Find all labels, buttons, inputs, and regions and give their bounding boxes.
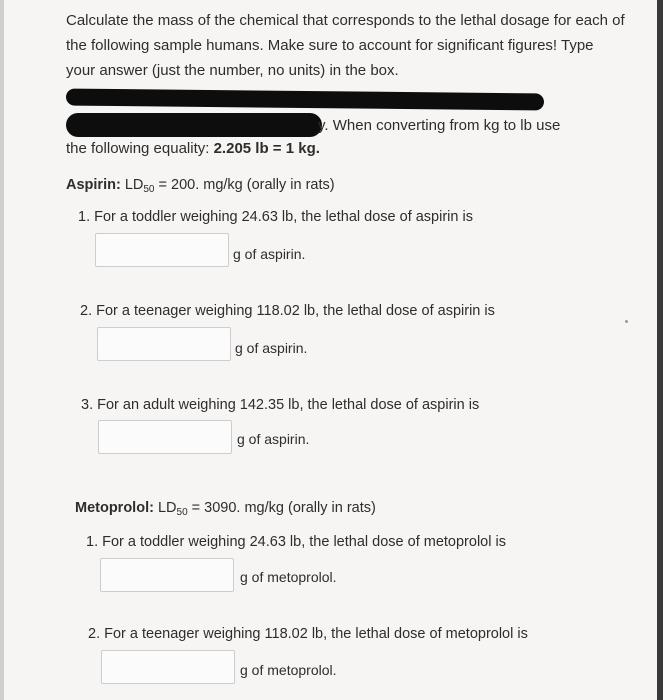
aspirin-ld-label: LD <box>124 177 144 193</box>
conversion-note-line2 <box>66 140 320 157</box>
metoprolol-unit-1: g of metoprolol. <box>240 569 337 585</box>
aspirin-question-2: 2. For a teenager weighing 118.02 lb, the lethal dose of aspirin is <box>80 303 495 319</box>
aspirin-question-3: 3. For an adult weighing 142.35 lb, the lethal dose of aspirin is <box>81 397 480 413</box>
conversion-note-line1: y. When converting from kg to lb use <box>318 117 561 134</box>
page-right-edge <box>657 0 663 700</box>
page-left-edge <box>0 0 4 700</box>
metoprolol-name: Metoprolol: <box>75 500 154 516</box>
metoprolol-answer-1-input[interactable] <box>100 558 234 592</box>
aspirin-ld-value: = 200. mg/kg (orally in rats) <box>158 177 335 193</box>
aspirin-answer-1-input[interactable] <box>95 233 229 267</box>
metoprolol-ld-value: = 3090. mg/kg (orally in rats) <box>191 500 376 516</box>
conversion-note-prefix: the following equality: <box>66 140 214 157</box>
metoprolol-question-1: 1. For a toddler weighing 24.63 lb, the lethal dose of metoprolol is <box>86 534 506 550</box>
redaction-bar-left <box>66 113 322 137</box>
aspirin-question-1: 1. For a toddler weighing 24.63 lb, the lethal dose of aspirin is <box>78 209 473 225</box>
aspirin-heading <box>66 177 335 195</box>
aspirin-answer-2-input[interactable] <box>97 327 231 361</box>
page-mark <box>625 320 628 323</box>
metoprolol-ld-sub: 50 <box>176 507 188 518</box>
instructions-text: Calculate the mass of the chemical that corresponds to the lethal dosage for each of the following sample humans. Make sure to account for significant figures! Type your answer (just the number, no units) in the box. <box>66 12 625 79</box>
conversion-equality: 2.205 lb = 1 kg. <box>213 140 320 157</box>
metoprolol-answer-2-input[interactable] <box>101 650 235 684</box>
metoprolol-ld-label: LD <box>157 500 177 516</box>
aspirin-unit-3: g of aspirin. <box>237 431 310 447</box>
aspirin-ld-sub: 50 <box>143 184 155 195</box>
aspirin-answer-3-input[interactable] <box>98 420 232 454</box>
metoprolol-heading <box>75 500 376 518</box>
aspirin-name: Aspirin: <box>66 177 121 193</box>
aspirin-unit-2: g of aspirin. <box>235 340 308 356</box>
aspirin-unit-1: g of aspirin. <box>233 246 306 262</box>
metoprolol-unit-2: g of metoprolol. <box>240 662 337 678</box>
redaction-bar-top <box>66 88 544 110</box>
metoprolol-question-2: 2. For a teenager weighing 118.02 lb, the lethal dose of metoprolol is <box>88 626 528 642</box>
